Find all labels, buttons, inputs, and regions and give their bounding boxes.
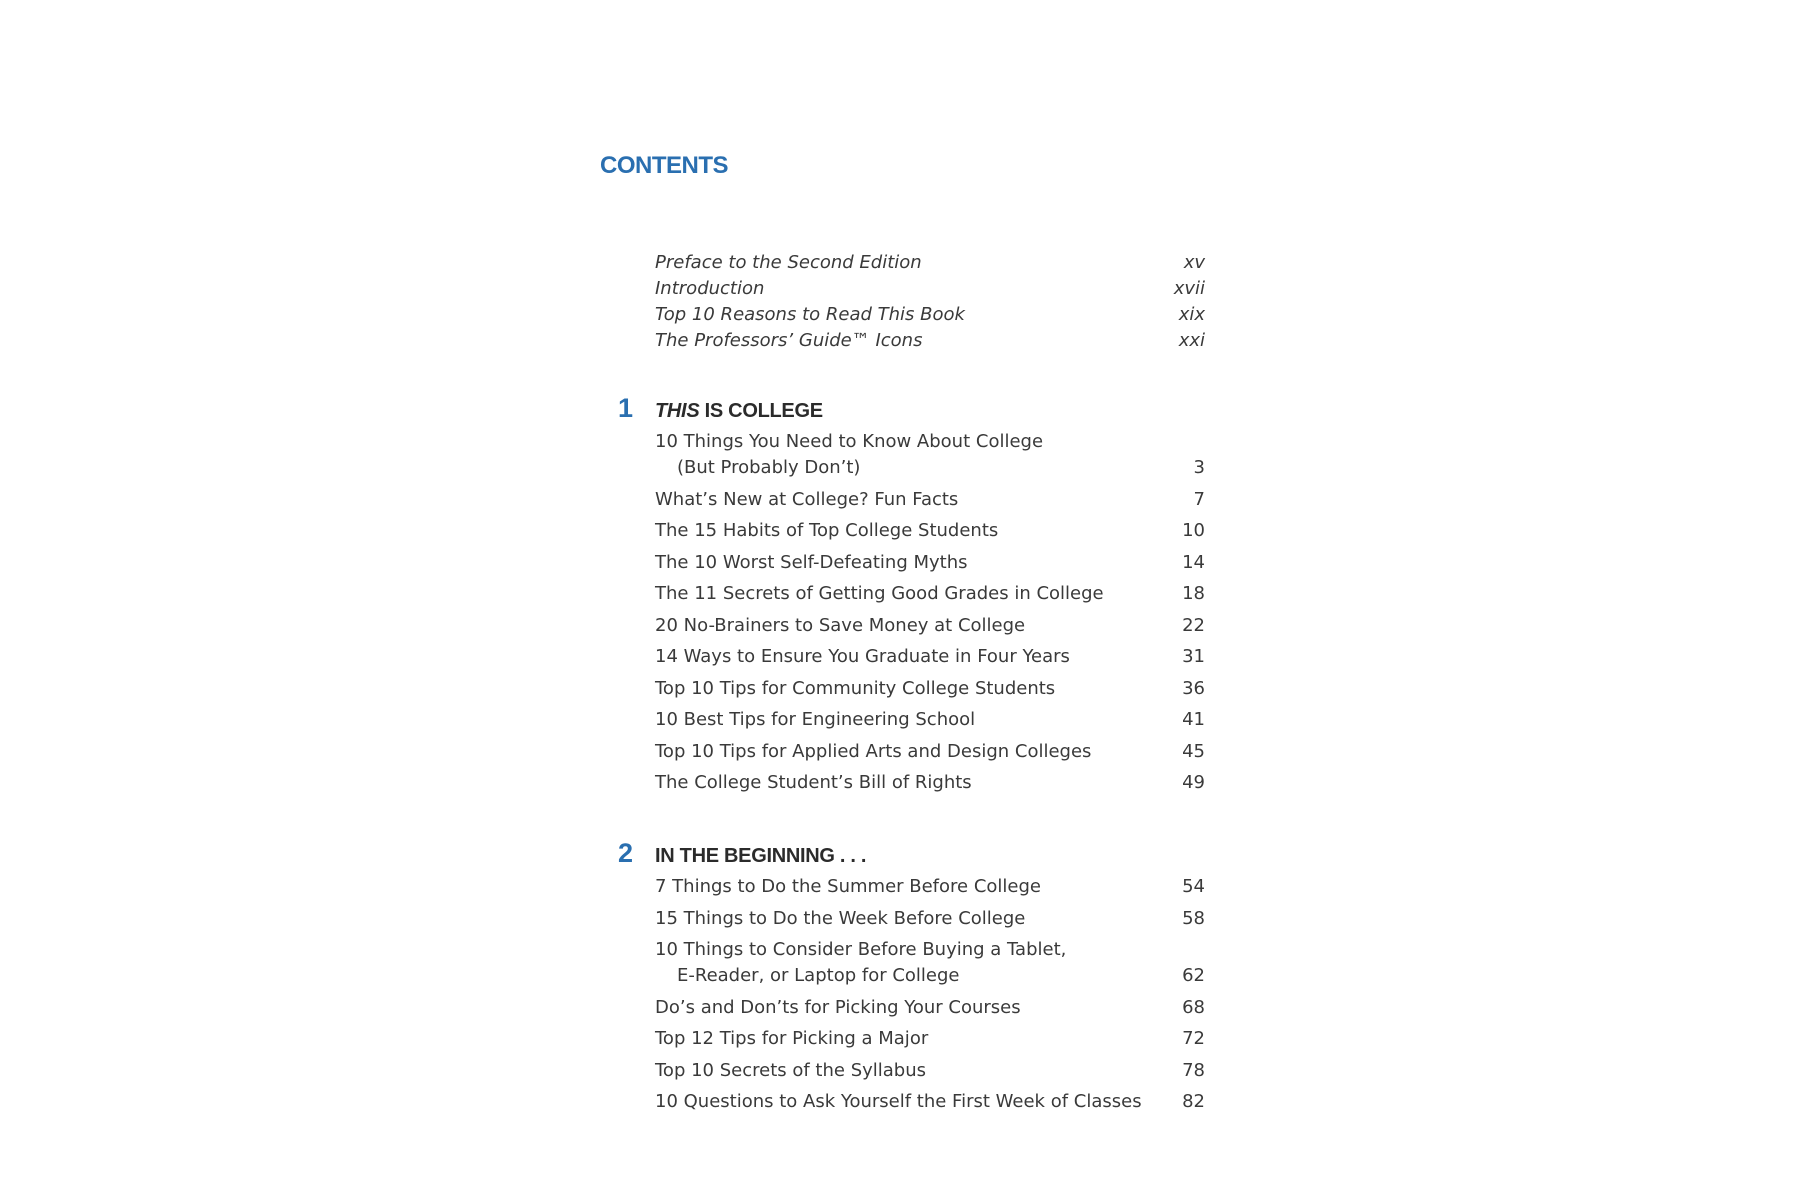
entry-title-line: 10 Questions to Ask Yourself the First Week of Classes [655, 1091, 1142, 1112]
chapter-entries [655, 429, 1205, 796]
entry-page: 22 [1182, 614, 1205, 636]
entry-page: 49 [1182, 772, 1205, 793]
entry-title-line: The 11 Secrets of Getting Good Grades in College [655, 583, 1104, 604]
entry-page: 14 [1182, 551, 1205, 573]
entry-page: 58 [1182, 907, 1205, 929]
entry-page: 45 [1182, 740, 1205, 762]
entry-title-line: 20 No-Brainers to Save Money at College [655, 614, 1026, 636]
entry-title-line: 7 Things to Do the Summer Before College [655, 876, 1041, 897]
front-matter-row [655, 250, 1205, 276]
toc-entry [655, 1089, 1205, 1115]
toc-entry [655, 995, 1205, 1021]
toc-entry [655, 518, 1205, 544]
toc-entry [655, 770, 1205, 796]
chapter-title-rest: IS COLLEGE [699, 400, 823, 422]
entry-title [655, 429, 1043, 481]
entry-title-line: The 15 Habits of Top College Students [655, 520, 999, 541]
front-matter-page: xvii [1173, 278, 1205, 299]
front-matter-page: xv [1183, 252, 1205, 273]
front-matter-page: xxi [1178, 330, 1205, 351]
entry-title-line: 10 Best Tips for Engineering School [655, 709, 976, 730]
chapter-number: 1 [618, 393, 634, 423]
chapter-heading [610, 393, 1205, 427]
toc-entry [655, 1026, 1205, 1052]
chapter-title: IN THE BEGINNING . . . [655, 845, 867, 867]
front-matter-title: Top 10 Reasons to Read This Book [655, 304, 965, 325]
entry-title-line: Top 12 Tips for Picking a Major [655, 1028, 929, 1049]
entry-page: 36 [1182, 677, 1205, 699]
chapter-2 [610, 838, 1205, 1121]
entry-title-line: What’s New at College? Fun Facts [655, 488, 959, 510]
entry-page: 68 [1182, 996, 1205, 1018]
entry-page: 72 [1182, 1028, 1205, 1049]
front-matter-row [655, 276, 1205, 302]
front-matter-list [655, 250, 1205, 354]
entry-title-line: Top 10 Secrets of the Syllabus [655, 1059, 927, 1081]
entry-page: 31 [1182, 646, 1205, 667]
entry-title-line: 10 Things to Consider Before Buying a Tablet, [655, 939, 1067, 960]
toc-entry [655, 644, 1205, 670]
toc-entry [655, 906, 1205, 932]
toc-entry [655, 613, 1205, 639]
entry-title-line: 14 Ways to Ensure You Graduate in Four Years [655, 646, 1070, 667]
toc-entry [655, 581, 1205, 607]
entry-page: 10 [1182, 520, 1205, 541]
chapter-title [655, 400, 823, 423]
entry-title-line: The 10 Worst Self-Defeating Myths [655, 551, 968, 573]
entry-title-line: Do’s and Don’ts for Picking Your Courses [655, 996, 1021, 1018]
entry-page: 7 [1193, 488, 1205, 510]
page-title: CONTENTS [600, 152, 728, 179]
entry-title-line: The College Student’s Bill of Rights [655, 772, 972, 793]
toc-entry [655, 429, 1205, 481]
front-matter-row [655, 302, 1205, 328]
chapter-number: 2 [618, 838, 634, 868]
chapter-heading [610, 838, 1205, 872]
entry-title-line: Top 10 Tips for Applied Arts and Design Colleges [655, 740, 1092, 762]
front-matter-title: The Professors’ Guide™ Icons [655, 330, 923, 351]
toc-entry [655, 739, 1205, 765]
front-matter-page: xix [1178, 304, 1205, 325]
entry-title-continuation: (But Probably Don’t) [677, 457, 861, 478]
toc-entry [655, 676, 1205, 702]
entry-page: 3 [1193, 457, 1205, 478]
chapter-title-italic: THIS [655, 400, 700, 422]
entry-title-line: Top 10 Tips for Community College Students [655, 677, 1056, 699]
entry-title [655, 937, 1066, 989]
entry-page: 62 [1182, 965, 1205, 986]
entry-page: 41 [1182, 709, 1205, 730]
toc-entry [655, 550, 1205, 576]
entry-title-line: 10 Things You Need to Know About College [655, 431, 1044, 452]
front-matter-title: Introduction [655, 278, 765, 299]
entry-title-continuation: E-Reader, or Laptop for College [677, 965, 960, 986]
entry-page: 82 [1182, 1091, 1205, 1112]
toc-entry [655, 937, 1205, 989]
chapter-entries [655, 874, 1205, 1115]
toc-entry [655, 874, 1205, 900]
entry-page: 18 [1182, 583, 1205, 604]
front-matter-title: Preface to the Second Edition [655, 252, 922, 273]
toc-entry [655, 1058, 1205, 1084]
front-matter-row [655, 328, 1205, 354]
entry-page: 78 [1182, 1059, 1205, 1081]
toc-entry [655, 487, 1205, 513]
toc-entry [655, 707, 1205, 733]
entry-title-line: 15 Things to Do the Week Before College [655, 907, 1026, 929]
chapter-1 [610, 393, 1205, 802]
entry-page: 54 [1182, 876, 1205, 897]
